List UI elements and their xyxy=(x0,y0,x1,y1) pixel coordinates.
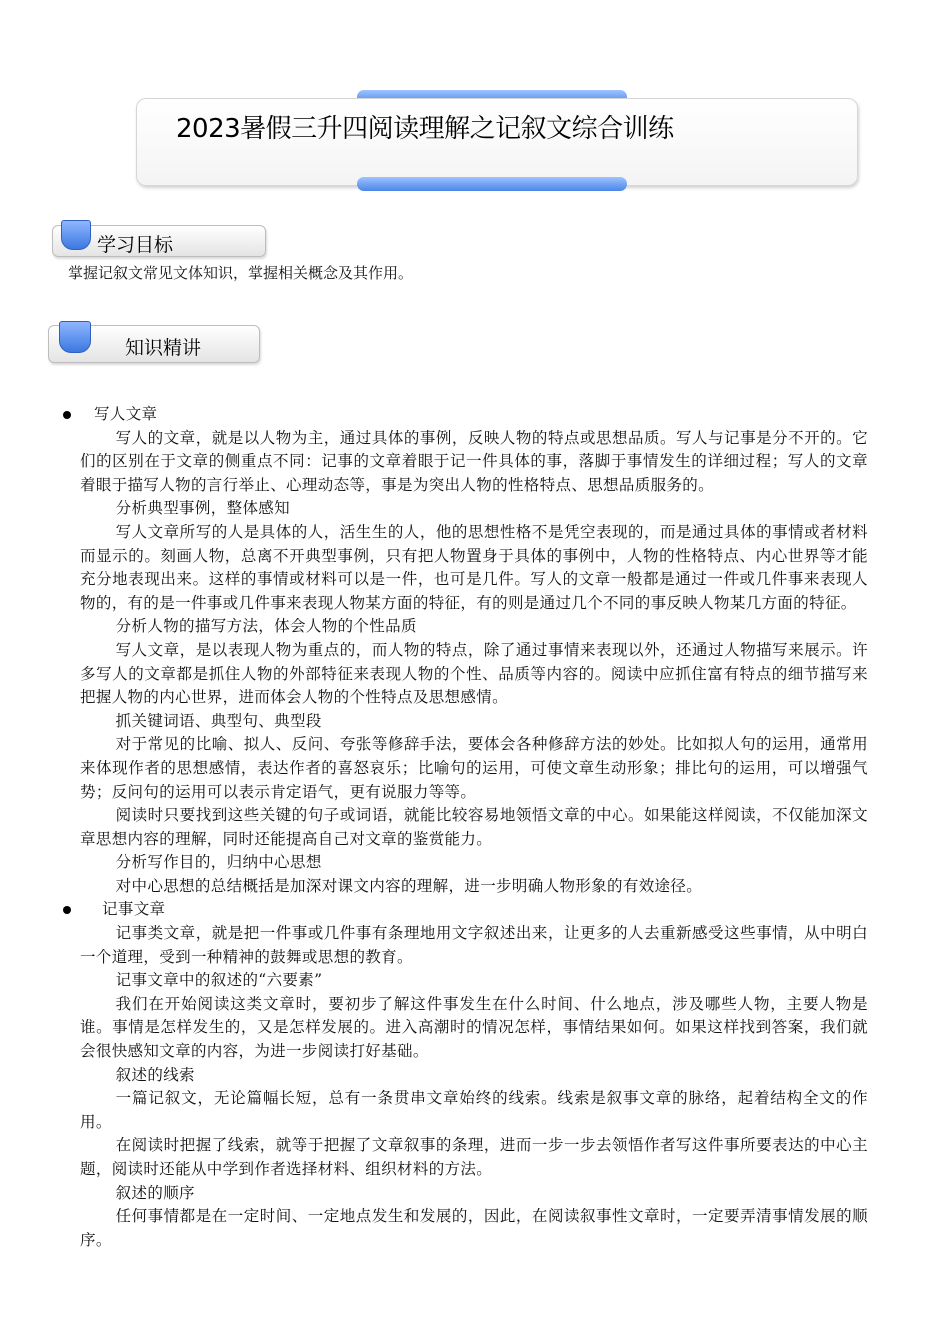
subheading: 分析典型事例，整体感知 xyxy=(115,499,290,518)
section-tab-icon xyxy=(59,321,91,353)
goal-text: 掌握记叙文常见文体知识，掌握相关概念及其作用。 xyxy=(68,264,414,282)
paragraph: 记事类文章，就是把一件事或几件事有条理地用文字叙述出来，让更多的人去重新感受这些事情，从中明白一个道理，受到一种精神的鼓舞或思想的教育。 xyxy=(80,924,868,966)
paragraph: 对于常见的比喻、拟人、反问、夸张等修辞手法，要体会各种修辞方法的妙处。比如拟人句的运用，通常用来体现作者的思想感情，表达作者的喜怒哀乐；比喻句的运用，可使文章生动形象；排比句的运用，可以增强气势；反问句的运用可以表示肯定语气，更有说服力等等。 xyxy=(80,735,868,801)
page-title: 2023暑假三升四阅读理解之记叙文综合训练 xyxy=(176,114,674,144)
subheading: 叙述的顺序 xyxy=(115,1183,195,1202)
section-heading-goal: 学习目标 xyxy=(97,234,174,256)
section-heading-knowledge: 知识精讲 xyxy=(125,337,202,359)
paragraph: 写人的文章，就是以人物为主，通过具体的事例，反映人物的特点或思想品质。写人与记事是分不开的。它们的区别在于文章的侧重点不同：记事的文章着眼于记一件具体的事，落脚于事情发生的详细过程；写人的文章着眼于描写人物的言行举止、心理动态等，事是为突出人物的性格特点、思想品质服务的。 xyxy=(80,428,868,494)
subheading: 抓关键词语、典型句、典型段 xyxy=(115,711,322,730)
bullet-heading-events xyxy=(80,898,868,922)
bullet-heading-text: 记事文章 xyxy=(102,900,166,919)
subheading: 叙述的线索 xyxy=(115,1065,195,1084)
main-content xyxy=(80,403,868,1252)
section-header-knowledge xyxy=(48,325,260,363)
paragraph: 在阅读时把握了线索，就等于把握了文章叙事的条理，进而一步一步去领悟作者写这件事所要表达的中心主题，阅读时还能从中学到作者选择材料、组织材料的方法。 xyxy=(80,1136,868,1178)
paragraph: 阅读时只要找到这些关键的句子或词语，就能比较容易地领悟文章的中心。如果能这样阅读，不仅能加深文章思想内容的理解，同时还能提高自己对文章的鉴赏能力。 xyxy=(80,806,868,848)
paragraph: 对中心思想的总结概括是加深对课文内容的理解，进一步明确人物形象的有效途径。 xyxy=(115,876,703,895)
subheading: 分析写作目的，归纳中心思想 xyxy=(115,853,322,872)
section-header-goal xyxy=(52,225,266,257)
paragraph: 我们在开始阅读这类文章时，要初步了解这件事发生在什么时间、什么地点，涉及哪些人物，主要人物是谁。事情是怎样发生的，又是怎样发展的。进入高潮时的情况怎样，事情结果如何。如果这样找到答案，我们就会很快感知文章的内容，为进一步阅读打好基础。 xyxy=(80,994,868,1061)
subheading: 分析人物的描写方法，体会人物的个性品质 xyxy=(115,617,417,636)
bullet-heading-text: 写人文章 xyxy=(94,405,158,423)
section-tab-icon xyxy=(61,220,91,250)
bullet-dot-icon xyxy=(63,906,71,914)
bullet-heading-people xyxy=(80,403,868,427)
paragraph: 一篇记叙文，无论篇幅长短，总有一条贯串文章始终的线索。线索是叙事文章的脉络，起着结构全文的作用。 xyxy=(80,1089,868,1131)
subheading: 记事文章中的叙述的“六要素” xyxy=(115,971,323,990)
bullet-dot-icon xyxy=(63,411,71,419)
paragraph: 写人文章，是以表现人物为重点的，而人物的特点，除了通过事情来表现以外，还通过人物描写来展示。许多写人的文章都是抓住人物的外部特征来表现人物的个性、品质等内容的。阅读中应抓住富有特点的细节描写来把握人物的内心世界，进而体会人物的个性特点及思想感情。 xyxy=(80,640,868,707)
paragraph: 写人文章所写的人是具体的人，活生生的人，他的思想性格不是凭空表现的，而是通过具体的事情或者材料而显示的。刻画人物，总离不开典型事例，只有把人物置身于具体的事例中，人物的性格特点、内心世界等才能充分地表现出来。这样的事情或材料可以是一件，也可是几件。写人的文章一般都是通过一件或几件事来表现人物的，有的是一件事或几件事来表现人物某方面的特征，有的则是通过几个不同的事反映人物某几方面的特征。 xyxy=(80,522,868,612)
title-tab-bottom-decoration xyxy=(357,177,627,191)
paragraph: 任何事情都是在一定时间、一定地点发生和发展的，因此，在阅读叙事性文章时，一定要弄清事情发展的顺序。 xyxy=(80,1207,868,1249)
